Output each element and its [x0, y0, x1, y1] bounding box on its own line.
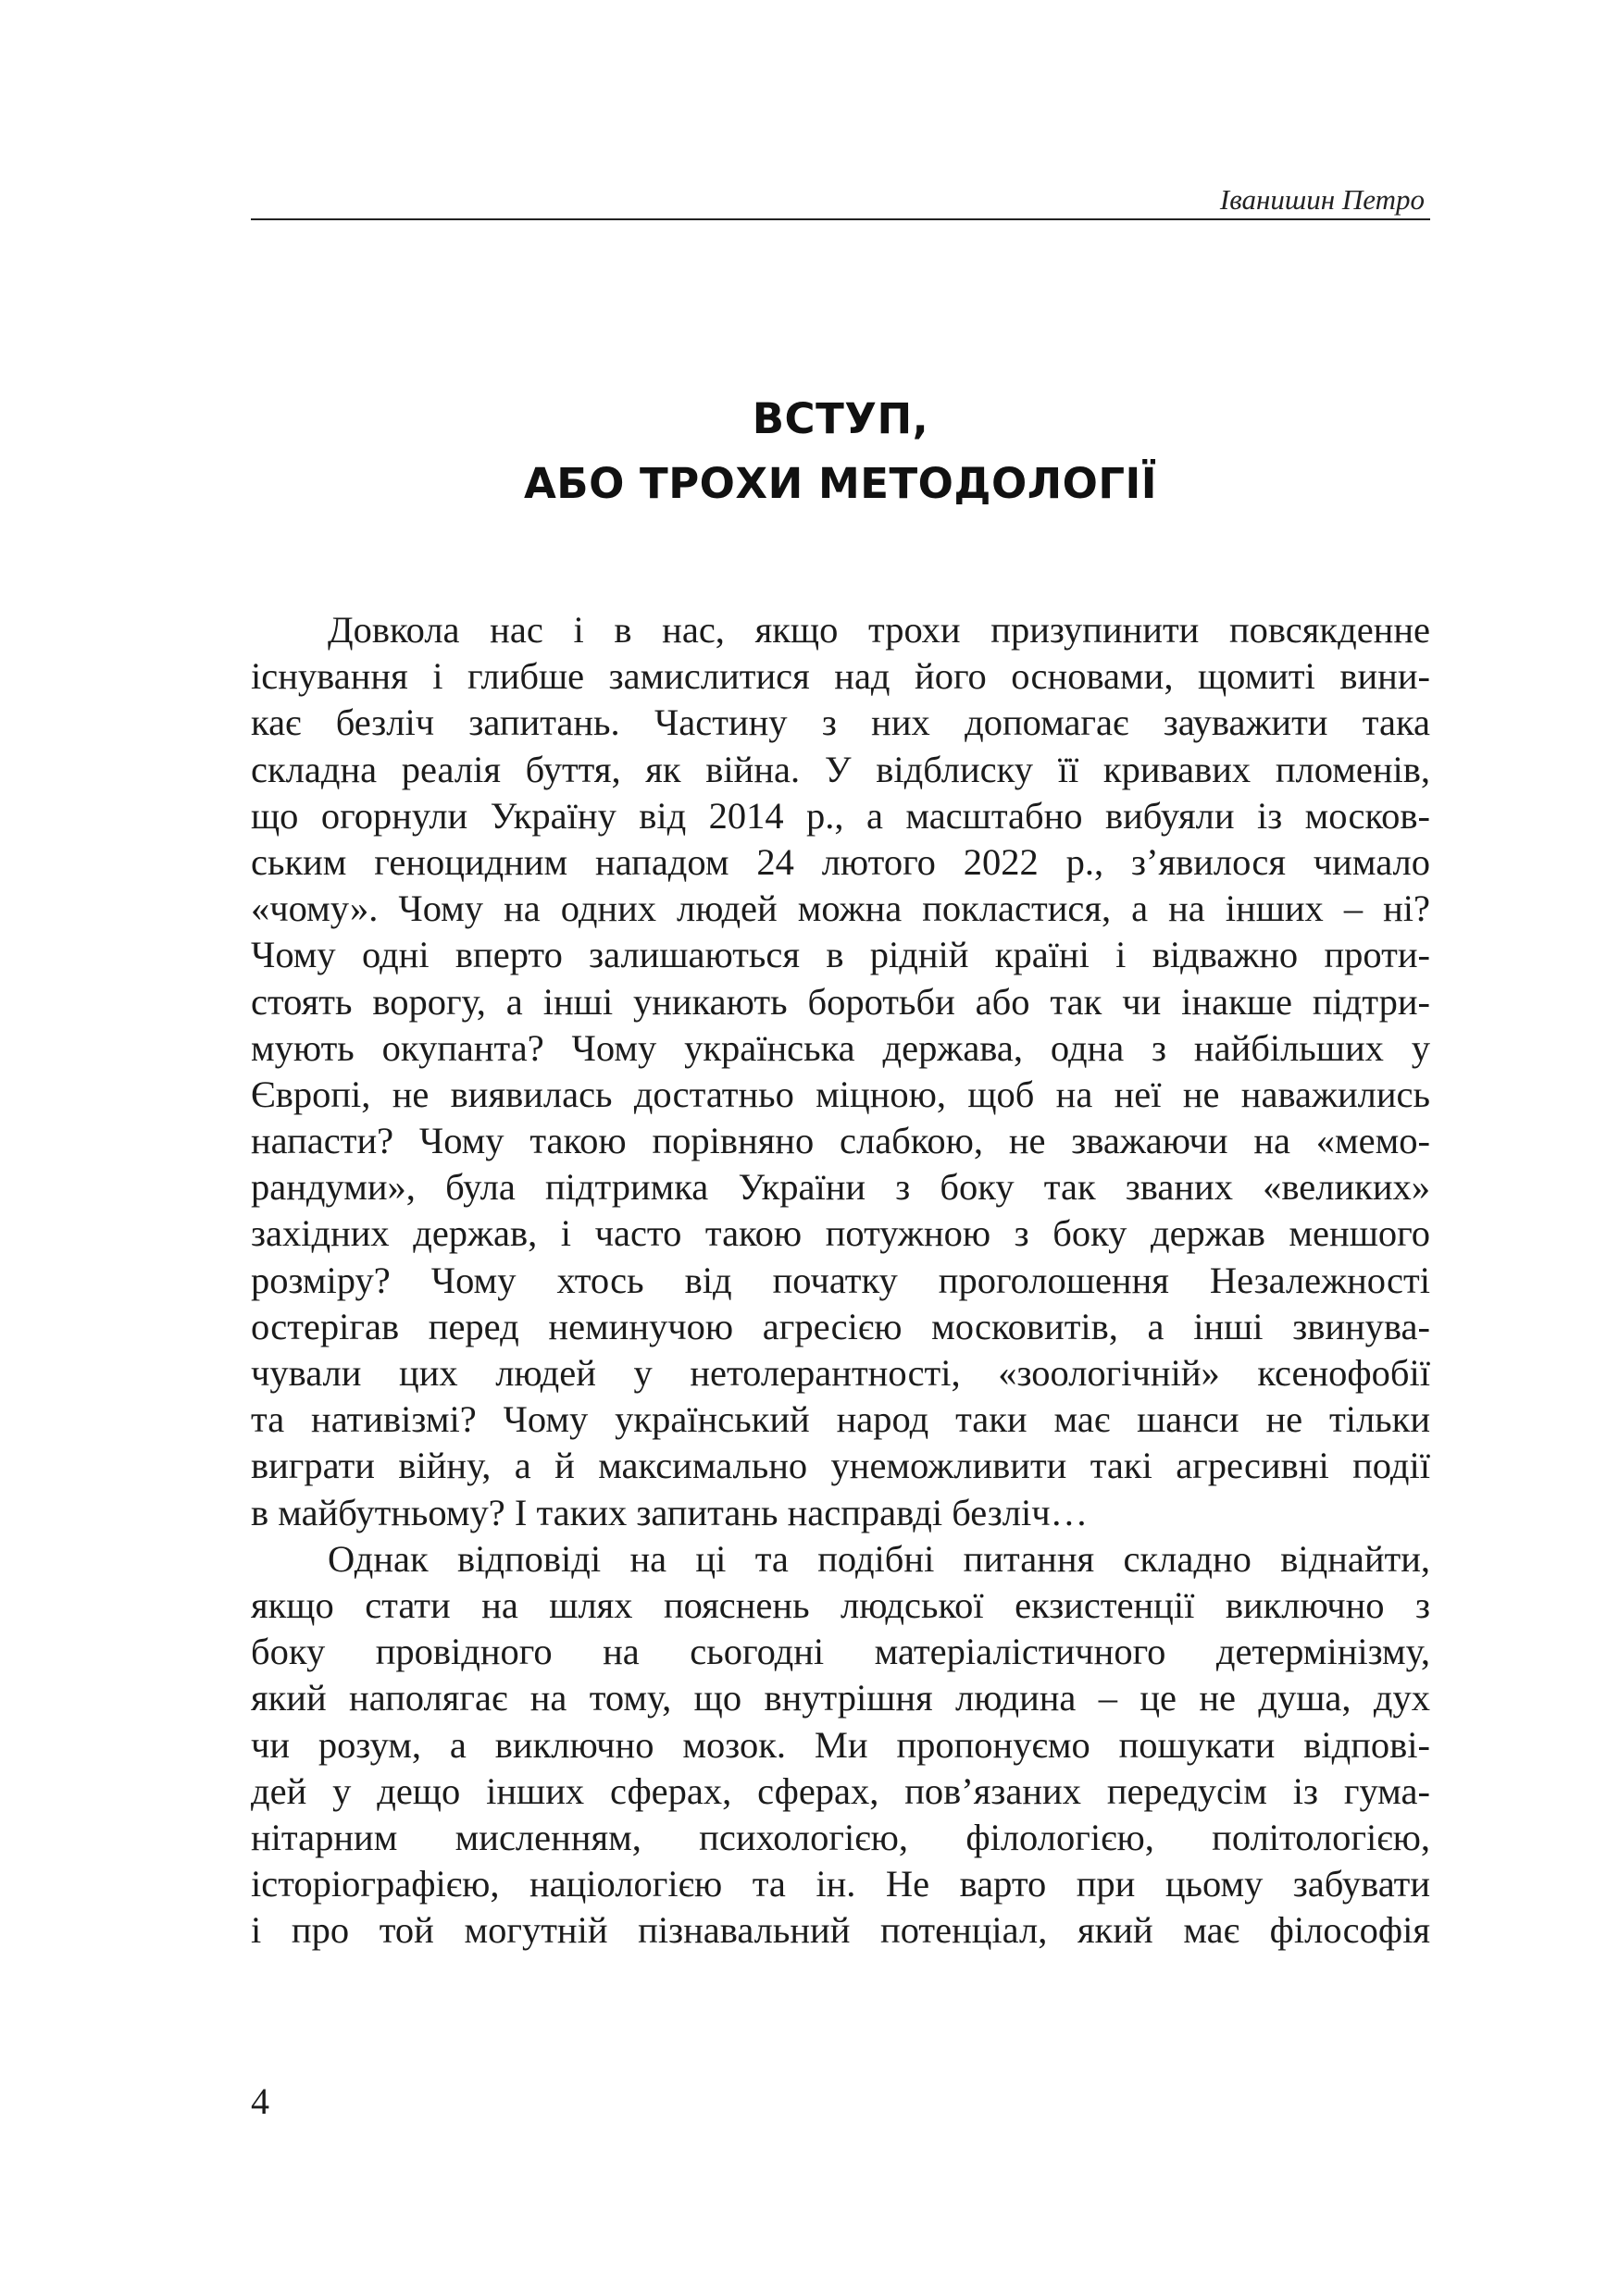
- paragraph-1-line: ським геноцидним нападом 24 лютого 2022 р., з’явилося чимало: [251, 840, 1430, 883]
- paragraph-1-line: складна реалія буття, як війна. У відблиску її кривавих пломенів,: [251, 748, 1430, 790]
- chapter-title-line-2: АБО ТРОХИ МЕТОДОЛОГІЇ: [523, 459, 1158, 508]
- paragraph-1-line: остерігав перед неминучою агресією московитів, а інші звинува-: [251, 1305, 1430, 1347]
- paragraph-2-line: історіографією, націологією та ін. Не варто при цьому забувати: [251, 1863, 1430, 1905]
- paragraph-2-line: який наполягає на тому, що внутрішня людина – це не душа, дух: [251, 1677, 1430, 1719]
- paragraph-1-line: Чому одні вперто залишаються в рідній країні і відважно проти-: [251, 934, 1430, 976]
- chapter-title-line-1: ВСТУП,: [752, 394, 929, 443]
- paragraph-2-line: Однак відповіді на ці та подібні питання складно віднайти,: [328, 1537, 1430, 1580]
- paragraph-2-line: і про той могутній пізнавальний потенціал, який має філософія: [251, 1909, 1430, 1952]
- paragraph-1-line: кає безліч запитань. Частину з них допомагає зауважити така: [251, 701, 1430, 744]
- paragraph-2-line: боку провідного на сьогодні матеріалістичного детермінізму,: [251, 1631, 1430, 1673]
- paragraph-2-line: якщо стати на шлях пояснень людської екзистенції виключно з: [251, 1583, 1430, 1626]
- author-name: Іванишин Петро: [1219, 183, 1425, 216]
- paragraph-1-line: виграти війну, а й максимально унеможливити такі агресивні події: [251, 1445, 1430, 1487]
- paragraph-1-line: Довкола нас і в нас, якщо трохи призупинити повсякденне: [328, 609, 1430, 651]
- page-number: 4: [251, 2080, 269, 2122]
- body-text: [251, 607, 1430, 1954]
- paragraph-1-line: в майбутньому? І таких запитань насправді безліч…: [251, 1491, 1089, 1533]
- paragraph-1-line: що огорнули Україну від 2014 р., а масштабно вибуяли із москов-: [251, 794, 1430, 837]
- paragraph-1-line: чували цих людей у нетолерантності, «зоологічній» ксенофобії: [251, 1352, 1430, 1394]
- paragraph-1-line: напасти? Чому такою порівняно слабкою, не зважаючи на «мемо-: [251, 1120, 1430, 1162]
- paragraph-1-line: стоять ворогу, а інші уникають боротьби або так чи інакше підтри-: [251, 980, 1430, 1023]
- paragraph-1-line: рандуми», була підтримка України з боку так званих «великих»: [251, 1166, 1430, 1209]
- paragraph-1-line: Європі, не виявилась достатньо міцною, щоб на неї не наважились: [251, 1073, 1430, 1115]
- paragraph-1-line: західних держав, і часто такою потужною з боку держав меншого: [251, 1212, 1430, 1255]
- paragraph-1-line: існування і глибше замислитися над його основами, щомиті вини-: [251, 655, 1430, 698]
- paragraph-1-line: та нативізмі? Чому український народ таки має шанси не тільки: [251, 1398, 1430, 1441]
- chapter-title: [251, 387, 1430, 516]
- paragraph-1-line: розміру? Чому хтось від початку проголошення Незалежності: [251, 1259, 1430, 1301]
- running-header: [251, 181, 1430, 220]
- paragraph-2-line: чи розум, а виключно мозок. Ми пропонуємо пошукати відпові-: [251, 1723, 1430, 1766]
- paragraph-1-line: мують окупанта? Чому українська держава, одна з найбільших у: [251, 1026, 1430, 1069]
- paragraph-2-line: нітарним мисленням, психологією, філологією, політологією,: [251, 1816, 1430, 1858]
- paragraph-2-line: дей у дещо інших сферах, сферах, пов’язаних передусім із гума-: [251, 1769, 1430, 1812]
- paragraph-1-line: «чому». Чому на одних людей можна покластися, а на інших – ні?: [251, 887, 1430, 930]
